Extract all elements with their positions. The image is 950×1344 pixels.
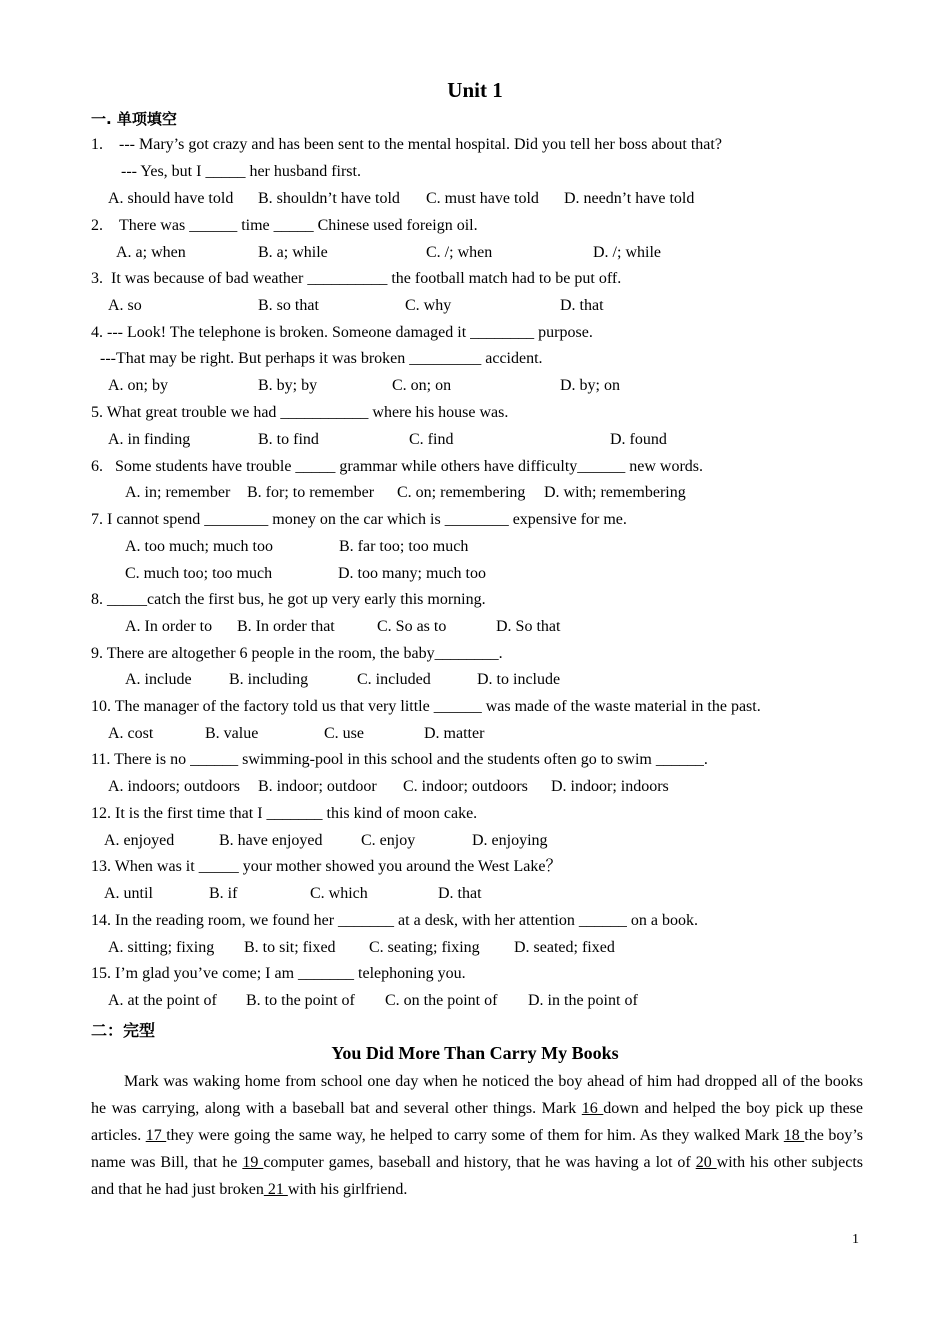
question-1-option-c: C. must have told: [426, 190, 539, 207]
question-6-stem: 6. Some students have trouble _____ grammar while others have difficulty______ new words.: [91, 458, 704, 475]
question-8-option-c: C. So as to: [377, 618, 447, 635]
question-9-option-b: B. including: [229, 671, 309, 688]
question-3-stem: 3. It was because of bad weather __________ the football match had to be put off.: [91, 270, 622, 287]
question-1-option-d: D. needn’t have told: [564, 190, 695, 207]
question-2-option-a: A. a; when: [116, 244, 186, 261]
question-7-option-a: A. too much; much too: [125, 538, 273, 555]
question-15-option-b: B. to the point of: [246, 992, 355, 1009]
question-12-stem: 12. It is the first time that I _______ this kind of moon cake.: [91, 805, 478, 822]
question-5-stem: 5. What great trouble we had ___________ where his house was.: [91, 404, 509, 421]
question-4-stem: 4. --- Look! The telephone is broken. Someone damaged it ________ purpose.: [91, 324, 593, 341]
question-4-option-b: B. by; by: [258, 377, 318, 394]
story-title: You Did More Than Carry My Books: [331, 1043, 619, 1063]
question-7-option-c: C. much too; too much: [125, 565, 273, 582]
question-8-option-d: D. So that: [496, 618, 561, 635]
question-13-option-a: A. until: [104, 885, 153, 902]
question-14-option-c: C. seating; fixing: [369, 939, 480, 956]
blank-17: 17: [145, 1127, 167, 1144]
question-7-stem: 7. I cannot spend ________ money on the car which is ________ expensive for me.: [91, 511, 627, 528]
question-3-option-b: B. so that: [258, 297, 319, 314]
blank-18: 18: [783, 1127, 805, 1144]
question-13-stem: 13. When was it _____ your mother showed you around the West Lake？: [91, 858, 562, 875]
question-6-option-b: B. for; to remember: [247, 484, 375, 501]
question-13-option-d: D. that: [438, 885, 482, 902]
question-9-option-d: D. to include: [477, 671, 561, 688]
question-3-option-c: C. why: [405, 297, 452, 314]
question-14-option-a: A. sitting; fixing: [108, 939, 215, 956]
question-6-option-c: C. on; remembering: [397, 484, 526, 501]
question-15-stem: 15. I’m glad you’ve come; I am _______ telephoning you.: [91, 965, 466, 982]
question-5-option-c: C. find: [409, 431, 454, 448]
story-text-5: computer games, baseball and history, that he was having a lot of: [263, 1154, 696, 1171]
blank-20: 20: [695, 1154, 717, 1171]
question-1-option-b: B. shouldn’t have told: [258, 190, 400, 207]
question-10-option-a: A. cost: [108, 725, 154, 742]
question-15-option-c: C. on the point of: [385, 992, 498, 1009]
question-9-stem: 9. There are altogether 6 people in the room, the baby________.: [91, 645, 503, 662]
question-4-option-a: A. on; by: [108, 377, 168, 394]
question-15-option-d: D. in the point of: [528, 992, 638, 1009]
question-5-option-a: A. in finding: [108, 431, 191, 448]
question-3-option-d: D. that: [560, 297, 604, 314]
story-text-6: with his other subjects and that he had just broken: [91, 1154, 864, 1198]
question-8-stem: 8. _____catch the first bus, he got up very early this morning.: [91, 591, 486, 608]
question-8-option-a: A. In order to: [125, 618, 213, 635]
question-8-option-b: B. In order that: [237, 618, 335, 635]
section-heading-cloze: 二：完型: [91, 1021, 156, 1040]
question-2-option-b: B. a; while: [258, 244, 328, 261]
question-6-option-d: D. with; remembering: [544, 484, 686, 501]
story-text-3: they were going the same way, he helped to carry some of them for him. As they walked Mark: [166, 1127, 784, 1144]
question-2-stem: 2. There was ______ time _____ Chinese used foreign oil.: [91, 217, 478, 234]
question-14-option-d: D. seated; fixed: [514, 939, 615, 956]
question-11-stem: 11. There is no ______ swimming-pool in this school and the students often go to swim ______.: [91, 751, 708, 768]
question-5-option-d: D. found: [610, 431, 667, 448]
page-number: 1: [852, 1232, 859, 1247]
story-text-1: Mark was waking home from school one day when he noticed the boy ahead of him had dropped all of the books he was carrying, along with a baseball bat and several other things. Mark: [91, 1073, 863, 1117]
question-1-stem: 1. --- Mary’s got crazy and has been sent to the mental hospital. Did you tell her boss about that?: [91, 136, 722, 153]
question-1-option-a: A. should have told: [108, 190, 234, 207]
question-12-option-c: C. enjoy: [361, 832, 416, 849]
question-12-option-b: B. have enjoyed: [219, 832, 323, 849]
question-13-option-b: B. if: [209, 885, 238, 902]
question-12-option-d: D. enjoying: [472, 832, 548, 849]
story-text-2: down and helped the boy pick up these articles.: [91, 1100, 864, 1144]
question-7-option-b: B. far too; too much: [339, 538, 469, 555]
question-12-option-a: A. enjoyed: [104, 832, 175, 849]
question-10-option-d: D. matter: [424, 725, 485, 742]
story-text-7: with his girlfriend.: [287, 1181, 408, 1198]
question-6-option-a: A. in; remember: [125, 484, 231, 501]
question-11-option-d: D. indoor; indoors: [551, 778, 669, 795]
page-title: Unit 1: [447, 78, 503, 102]
question-14-stem: 14. In the reading room, we found her _______ at a desk, with her attention ______ on a book.: [91, 912, 698, 929]
question-11-option-c: C. indoor; outdoors: [403, 778, 528, 795]
question-14-option-b: B. to sit; fixed: [244, 939, 336, 956]
question-2-option-d: D. /; while: [593, 244, 661, 261]
question-10-stem: 10. The manager of the factory told us that very little ______ was made of the waste material in the past.: [91, 698, 761, 715]
question-9-option-c: C. included: [357, 671, 431, 688]
question-4-option-d: D. by; on: [560, 377, 620, 394]
question-1-reply: --- Yes, but I _____ her husband first.: [121, 163, 361, 180]
question-10-option-b: B. value: [205, 725, 259, 742]
question-10-option-c: C. use: [324, 725, 364, 742]
question-4-reply: ---That may be right. But perhaps it was broken _________ accident.: [100, 350, 543, 367]
question-5-option-b: B. to find: [258, 431, 319, 448]
question-9-option-a: A. include: [125, 671, 192, 688]
question-11-option-a: A. indoors; outdoors: [108, 778, 240, 795]
question-7-option-d: D. too many; much too: [338, 565, 486, 582]
question-11-option-b: B. indoor; outdoor: [258, 778, 377, 795]
question-2-option-c: C. /; when: [426, 244, 493, 261]
story-paragraph: [91, 1068, 863, 1203]
section-heading-single-choice: 一. 单项填空: [91, 110, 177, 128]
question-15-option-a: A. at the point of: [108, 992, 217, 1009]
question-3-option-a: A. so: [108, 297, 142, 314]
question-4-option-c: C. on; on: [392, 377, 452, 394]
question-13-option-c: C. which: [310, 885, 368, 902]
blank-16: 16: [581, 1100, 604, 1117]
blank-19: 19: [242, 1154, 264, 1171]
story-text-4: the boy’s name was Bill, that he: [91, 1127, 864, 1171]
blank-21: 21: [263, 1181, 288, 1198]
